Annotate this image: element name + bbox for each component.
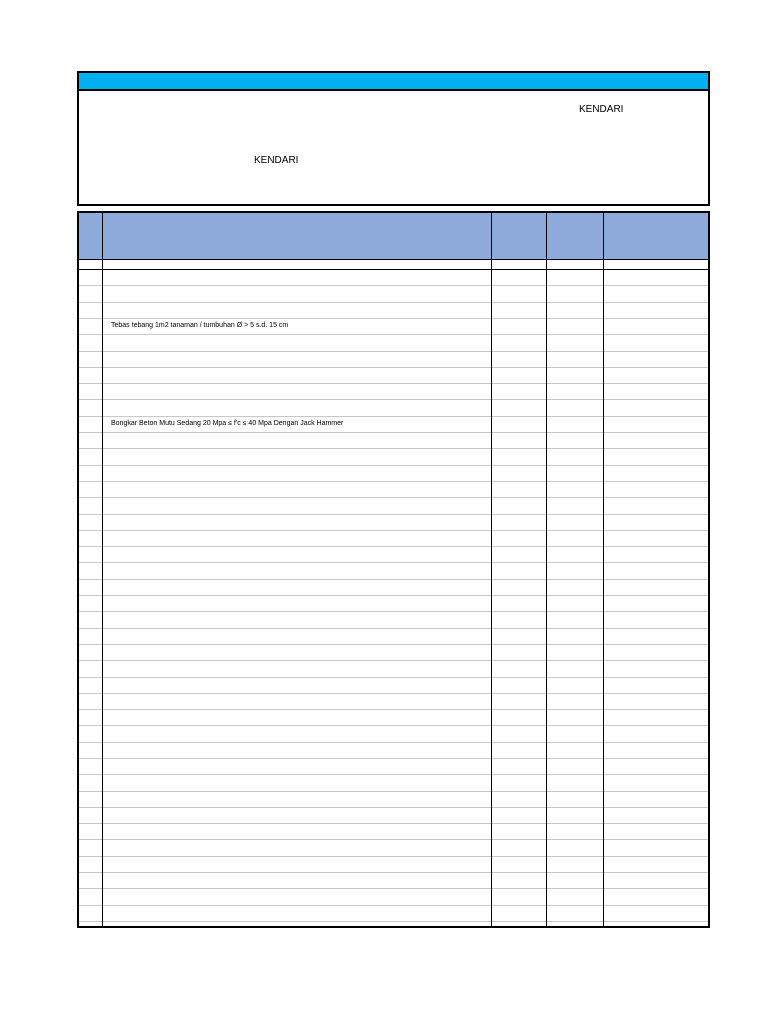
table-row [79,351,708,352]
table-row [79,367,708,368]
location-label-right: KENDARI [579,104,624,115]
table-row [79,595,708,596]
table-row [79,285,708,286]
table-row [79,839,708,840]
table-row [79,334,708,335]
table-row [79,644,708,645]
table-row [79,562,708,563]
table-row [79,823,708,824]
table-row [79,432,708,433]
table-row [79,709,708,710]
row-description: Tebas tebang 1m2 tanaman / tumbuhan Ø > 5 s.d. 15 cm [111,322,289,329]
table-header [79,213,708,260]
table-row [79,872,708,873]
column-divider [546,213,547,926]
table-row [79,497,708,498]
table-row [79,758,708,759]
table-row [79,921,708,922]
table-row [79,774,708,775]
table-row [79,481,708,482]
column-divider [603,213,604,926]
table-row [79,546,708,547]
table-row [79,856,708,857]
table-row [79,302,708,303]
table-row [79,742,708,743]
table-row [79,888,708,889]
table-row [79,807,708,808]
table-row [79,530,708,531]
work-items-table [77,211,710,928]
table-row [79,660,708,661]
table-row [79,579,708,580]
table-row [79,514,708,515]
title-bar [77,71,710,91]
table-row [79,416,708,417]
table-row [79,628,708,629]
table-row [79,677,708,678]
column-divider [102,213,103,926]
column-divider [491,213,492,926]
table-row [79,725,708,726]
table-row [79,693,708,694]
row-description: Bongkar Beton Mutu Sedang 20 Mpa ≤ f'c ≤ 40 Mpa Dengan Jack Hammer [111,420,344,427]
header-separator [79,269,708,270]
table-row [79,611,708,612]
table-row [79,383,708,384]
project-info-box [77,91,710,206]
table-row [79,448,708,449]
table-row [79,905,708,906]
table-row [79,791,708,792]
table-row [79,465,708,466]
table-row [79,318,708,319]
table-row [79,399,708,400]
location-label-left: KENDARI [254,155,299,166]
